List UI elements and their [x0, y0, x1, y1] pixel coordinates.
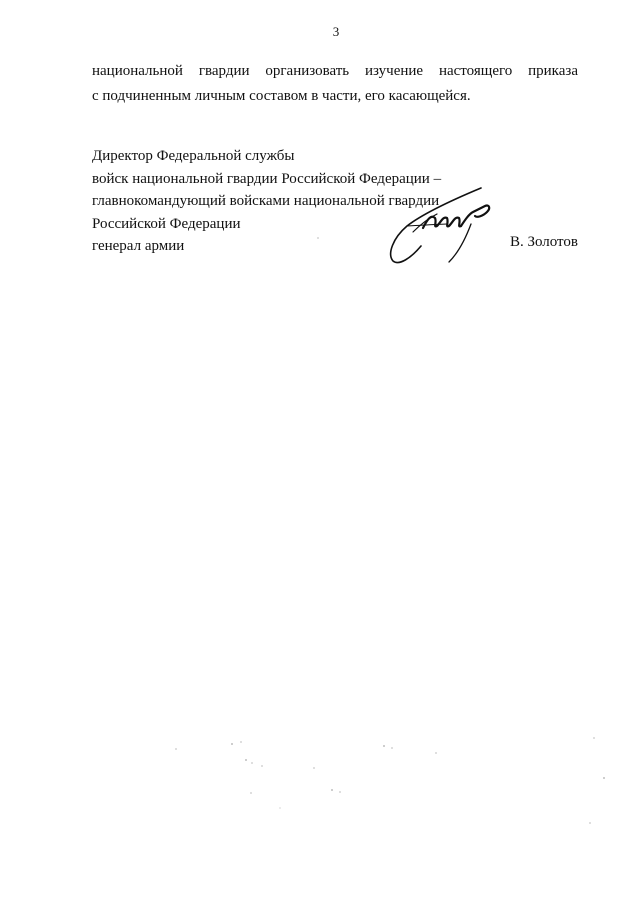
signer-name: В. Золотов: [509, 234, 578, 250]
signature-block: [92, 145, 578, 258]
page-number: 3: [332, 24, 340, 39]
body-line-2: с подчиненным личным составом в части, его касающейся.: [92, 88, 471, 104]
signer-position-line-3: главнокомандующий войсками национальной гвардии: [92, 193, 440, 209]
signer-position-line-4: Российской Федерации: [92, 215, 241, 232]
body-line-1: национальной гвардии организовать изучение настоящего приказа: [92, 63, 578, 79]
signer-rank: генерал армии: [92, 238, 185, 254]
body-paragraph: [92, 59, 578, 109]
signer-position-line-2: войск национальной гвардии Российской Федерации –: [92, 170, 442, 187]
signer-position-line-1: Директор Федеральной службы: [92, 148, 295, 164]
handwritten-signature: [385, 184, 497, 266]
